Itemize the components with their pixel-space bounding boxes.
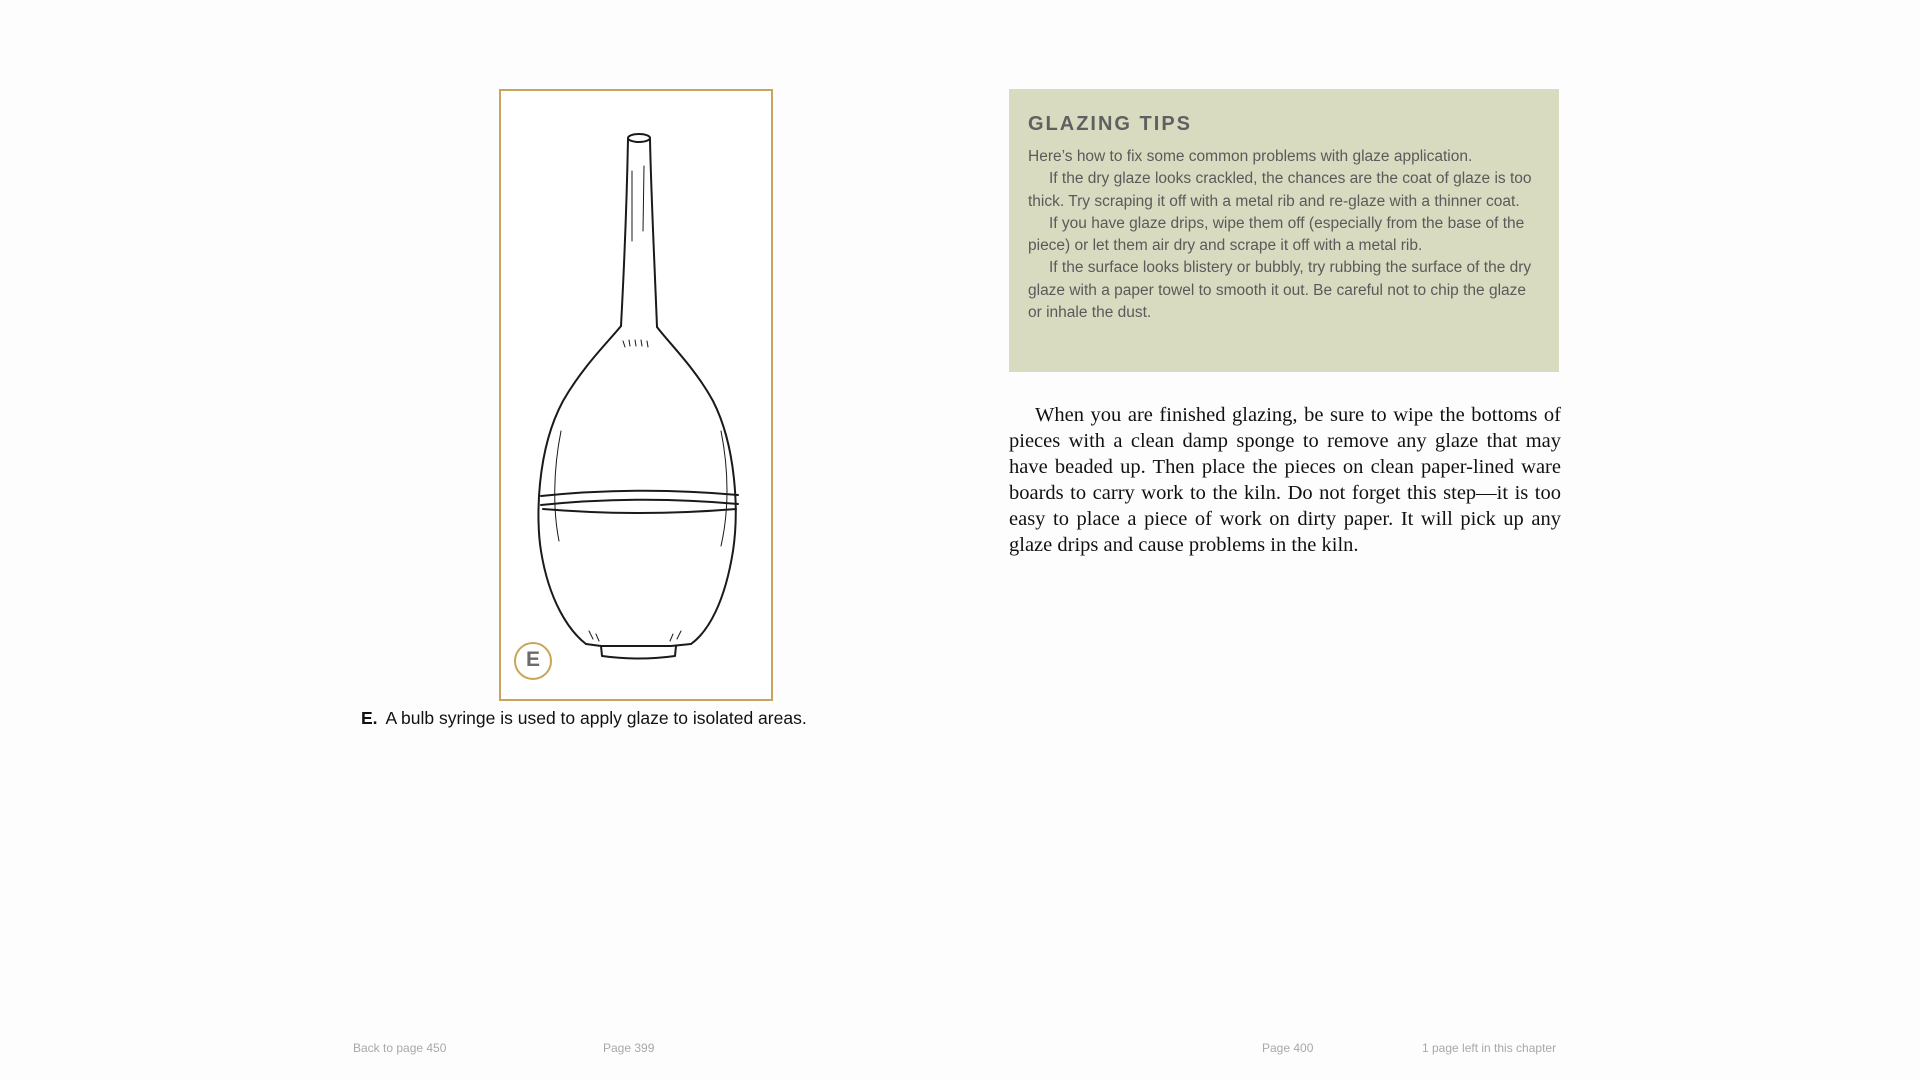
glazing-tip-blistery: If the surface looks blistery or bubbly, try rubbing the surface of the dry glaze with a paper towel to smooth it out. Be careful not to chip the glaze or inhale the dust. <box>1028 259 1532 322</box>
glazing-tips-intro: Here’s how to fix some common problems with glaze application. <box>1028 148 1473 165</box>
glazing-tips-title: GLAZING TIPS <box>1028 113 1192 135</box>
body-paragraph: When you are finished glazing, be sure to wipe the bottoms of pieces with a clean damp sponge to remove any glaze that may have beaded up. Then place the pieces on clean paper-lined ware boards to carry work to the kiln. Do not forget this step—it is too easy to place a piece of work on dirty paper. It will pick up any glaze drips and cause problems in the kiln. <box>1009 404 1561 556</box>
right-page-number: Page 400 <box>1262 1041 1314 1055</box>
back-to-page-link[interactable]: Back to page 450 <box>353 1041 447 1055</box>
caption-letter: E. <box>361 708 378 728</box>
glazing-tip-drips: If you have glaze drips, wipe them off (especially from the base of the piece) or let them air dry and scrape it off with a metal rib. <box>1028 214 1525 255</box>
glazing-tips-box <box>1009 89 1559 372</box>
glazing-tip-crackled: If the dry glaze looks crackled, the chances are the coat of glaze is too thick. Try scraping it off with a metal rib and re-glaze with a thinner coat. <box>1028 170 1532 210</box>
left-page-number: Page 399 <box>603 1041 655 1055</box>
pages-left-in-chapter: 1 page left in this chapter <box>1422 1041 1557 1055</box>
figure-letter-badge: E <box>514 642 552 680</box>
bulb-syringe-illustration <box>501 91 771 699</box>
caption-text: A bulb syringe is used to apply glaze to isolated areas. <box>385 708 807 728</box>
figure-caption <box>361 708 921 729</box>
figure-e-frame <box>499 89 773 701</box>
